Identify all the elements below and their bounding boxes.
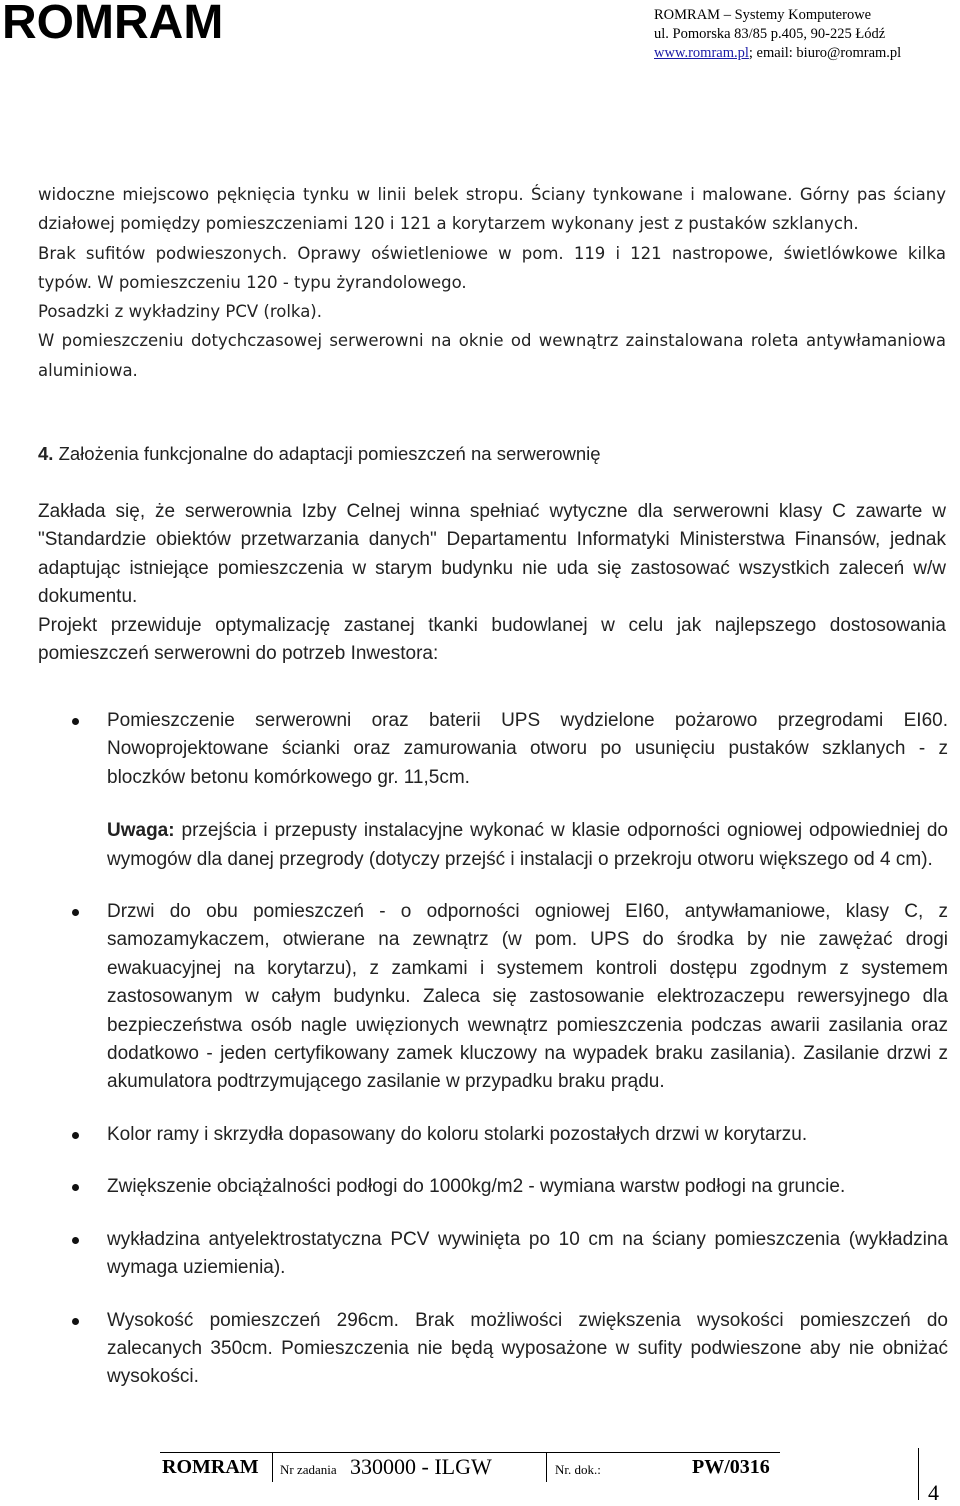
- page-number: 4: [928, 1480, 939, 1505]
- footer-separator: [546, 1452, 547, 1482]
- company-logo: ROMRAM: [2, 0, 224, 49]
- section-number: 4.: [38, 443, 54, 464]
- bullet-icon: [72, 1132, 79, 1139]
- list-item-text: Pomieszczenie serwerowni oraz baterii UPS wydzielone pożarowo przegrodami EI60. Nowoprojektowane ścianki oraz zamurowania otworu po usunięciu pustaków szklanych - z bloczków betonu komórkowego gr. 11,5cm.: [107, 710, 948, 788]
- footer-brand: ROMRAM: [162, 1456, 259, 1478]
- company-address: ul. Pomorska 83/85 p.405, 90-225 Łódź: [654, 26, 886, 42]
- bullet-icon: [72, 1184, 79, 1191]
- section-heading: [38, 440, 948, 468]
- intro-text: [38, 180, 946, 385]
- email-prefix: ; email:: [748, 45, 797, 61]
- note-label: Uwaga:: [107, 820, 175, 842]
- bullet-icon: [72, 1318, 79, 1325]
- company-contact: [654, 44, 954, 63]
- email-text: biuro@romram.pl: [796, 45, 902, 61]
- section-paragraph-1: Zakłada się, że serwerownia Izby Celnej winna spełniać wytyczne dla serwerowni klasy C zawarte w "Standardzie obiektów przetwarzania danych" Departamentu Informatyki Ministerstwa Finansów, jednak adaptując istniejące pomieszczenia w starym budynku nie uda się zastosować wszystkich zaleceń w/w dokumentu.: [38, 501, 946, 608]
- list-item: [72, 1121, 948, 1149]
- note-text: przejścia i przepusty instalacyjne wykonać w klasie odporności ogniowej odpowiedniej do wymogów dla danej przegrody (dotyczy przejść i instalacji o przekroju otworu większego od 4 cm).: [107, 820, 948, 870]
- footer-doc-value: PW/0316: [692, 1456, 770, 1478]
- list-item-text: Wysokość pomieszczeń 296cm. Brak możliwości zwiększenia wysokości pomieszczeń do zalecanych 350cm. Pomieszczenia nie będą wyposażone w sufity podwieszone aby nie obniżać wysokości.: [107, 1309, 948, 1388]
- section-title: Założenia funkcjonalne do adaptacji pomieszczeń na serwerownię: [58, 443, 601, 464]
- bullet-icon: [72, 718, 79, 725]
- intro-paragraph-1: widoczne miejscowo pęknięcia tynku w linii belek stropu. Ściany tynkowane i malowane. Górny pas ściany działowej pomiędzy pomieszczeniami 120 i 121 a korytarzem wykonany jest z pustaków szklanych.: [38, 185, 946, 234]
- list-item-text: Zwiększenie obciążalności podłogi do 1000kg/m2 - wymiana warstw podłogi na gruncie.: [107, 1176, 846, 1198]
- list-item-text: Drzwi do obu pomieszczeń - o odporności ogniowej EI60, antywłamaniowe, klasy C, z samozamykaczem, otwierane na zewnątrz (w pom. UPS do środka by nie zawężać drogi ewakuacyjnej na korytarzu), z zamkami i systemem kontroli dostępu zgodnym z systemem zastosowanym w całym budynku. Zaleca się zastosowanie elektrozaczepu rewersyjnego dla bezpieczeństwa osób nagle uwięzionych wewnątrz pomieszczenia podczas awarii zasilania oraz dodatkowo - jeden certyfikowany zamek kluczowy na wypadek braku zasilania). Zasilanie drzwi z akumulatora podtrzymującego zasilanie w przypadku braku prądu.: [107, 901, 948, 1093]
- footer-doc-label: Nr. dok.:: [555, 1462, 601, 1477]
- company-info: [654, 6, 954, 63]
- note: [72, 817, 948, 874]
- intro-paragraph-4: W pomieszczeniu dotychczasowej serwerowni na oknie od wewnątrz zainstalowana roleta antywłamaniowa aluminiowa.: [38, 331, 946, 380]
- website-link[interactable]: www.romram.pl: [654, 45, 749, 61]
- footer-divider: [160, 1452, 780, 1453]
- list-item: [72, 1226, 948, 1283]
- list-item: [72, 898, 948, 1097]
- footer-separator: [272, 1452, 273, 1482]
- intro-paragraph-2: Brak sufitów podwieszonych. Oprawy oświetleniowe w pom. 119 i 121 nastropowe, świetlówkowe kilka typów. W pomieszczeniu 120 - typu żyrandolowego.: [38, 243, 946, 292]
- list-item-text: Kolor ramy i skrzydła dopasowany do koloru stolarki pozostałych drzwi w korytarzu.: [107, 1123, 808, 1145]
- section-body: [38, 498, 946, 668]
- list-item: [72, 1173, 948, 1201]
- bullet-icon: [72, 909, 79, 916]
- list-item: [72, 707, 948, 792]
- footer-task-label: Nr zadania: [280, 1462, 337, 1477]
- page-number-divider: [918, 1448, 919, 1500]
- list-item-text: wykładzina antyelektrostatyczna PCV wywinięta po 10 cm na ściany pomieszczenia (wykładzina wymaga uziemienia).: [107, 1228, 948, 1279]
- page-footer: [160, 1456, 780, 1486]
- list-item: [72, 1307, 948, 1392]
- section-paragraph-2: Projekt przewiduje optymalizację zastanej tkanki budowlanej w celu jak najlepszego dostosowania pomieszczeń serwerowni do potrzeb Inwestora:: [38, 614, 946, 665]
- intro-paragraph-3: Posadzki z wykładziny PCV (rolka).: [38, 302, 322, 322]
- bullet-icon: [72, 1237, 79, 1244]
- footer-task-value: 330000 - ILGW: [350, 1454, 492, 1479]
- company-name: ROMRAM – Systemy Komputerowe: [654, 7, 872, 23]
- requirements-list: [72, 707, 948, 1392]
